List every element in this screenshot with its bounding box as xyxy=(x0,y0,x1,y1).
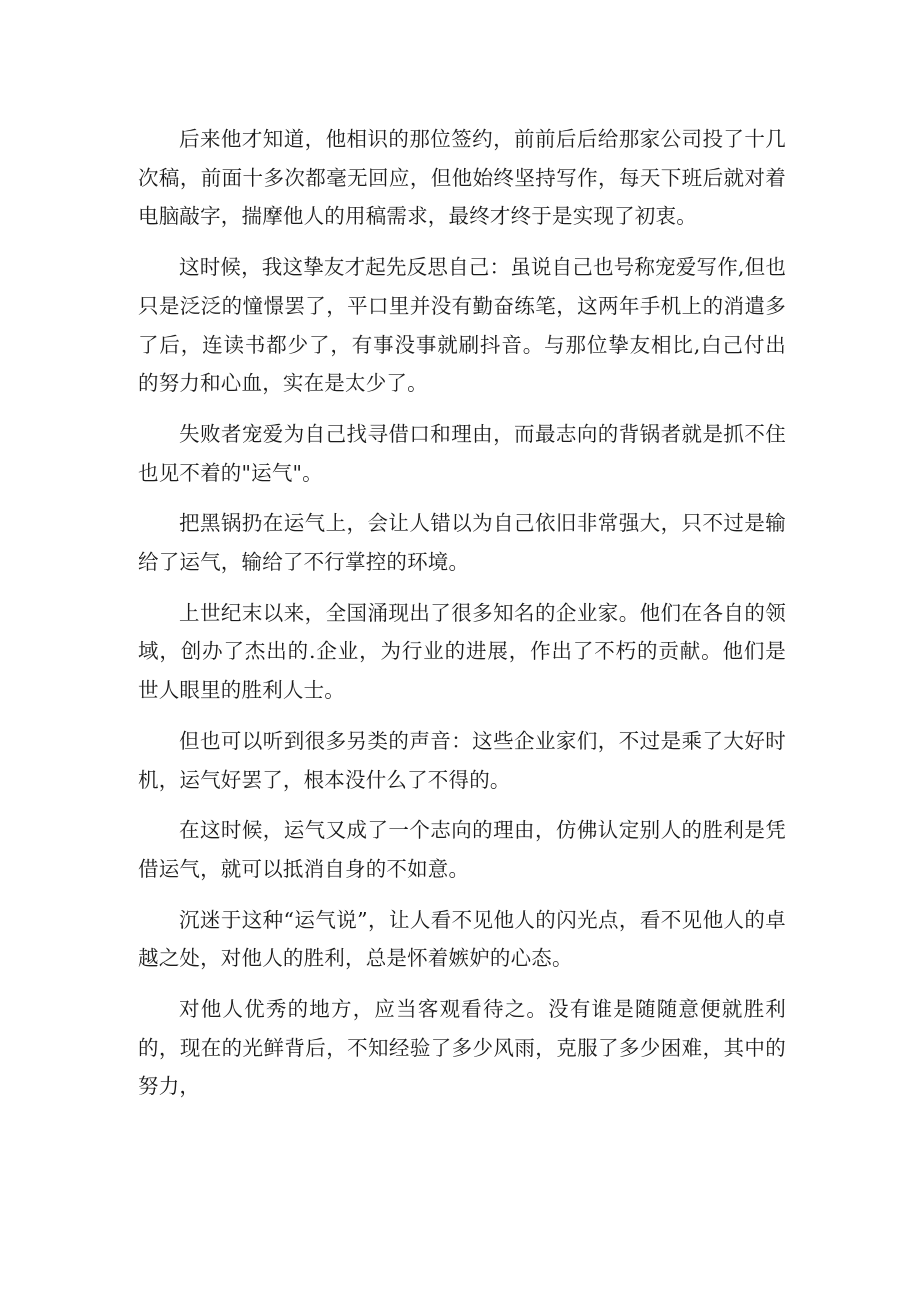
paragraph-8: 沉迷于这种“运气说”，让人看不见他人的闪光点，看不见他人的卓越之处，对他人的胜利，总是怀着嫉妒的心态。 xyxy=(138,907,786,971)
paragraph-6: 但也可以听到很多另类的声音：这些企业家们，不过是乘了大好时机，运气好罢了，根本没什么了不得的。 xyxy=(138,728,786,792)
paragraph-4: 把黑锅扔在运气上，会让人错以为自己依旧非常强大，只不过是输给了运气，输给了不行掌控的环境。 xyxy=(138,511,786,575)
paragraph-7: 在这时候，运气又成了一个志向的理由，仿佛认定别人的胜利是凭借运气，就可以抵消自身的不如意。 xyxy=(138,818,786,881)
paragraph-2: 这时候，我这挚友才起先反思自己：虽说自己也号称宠爱写作,但也只是泛泛的憧憬罢了，平口里并没有勤奋练笔，这两年手机上的消遣多了后，连读书都少了，有事没事就刷抖音。与那位挚友相比,白己付出的努力和心血，实在是太少了。 xyxy=(138,255,787,396)
paragraph-9: 对他人优秀的地方，应当客观看待之。没有谁是随随意便就胜利的，现在的光鲜背后，不知经验了多少风雨，克服了多少困难，其中的努力， xyxy=(138,997,786,1099)
paragraph-1: 后来他才知道，他相识的那位签约，前前后后给那家公司投了十几次稿，前面十多次都毫无回应，但他始终坚持写作，每天下班后就对着电脑敲字，揣摩他人的用稿需求，最终才终于是实现了初衷。 xyxy=(138,127,786,229)
paragraph-3: 失败者宠爱为自己找寻借口和理由，而最志向的背锅者就是抓不住也见不着的"运气"。 xyxy=(138,421,786,485)
paragraph-5: 上世纪末以来，全国涌现出了很多知名的企业家。他们在各自的领域，创办了杰出的.企业，为行业的进展，作出了不朽的贡献。他们是世人眼里的胜利人士。 xyxy=(138,600,786,703)
